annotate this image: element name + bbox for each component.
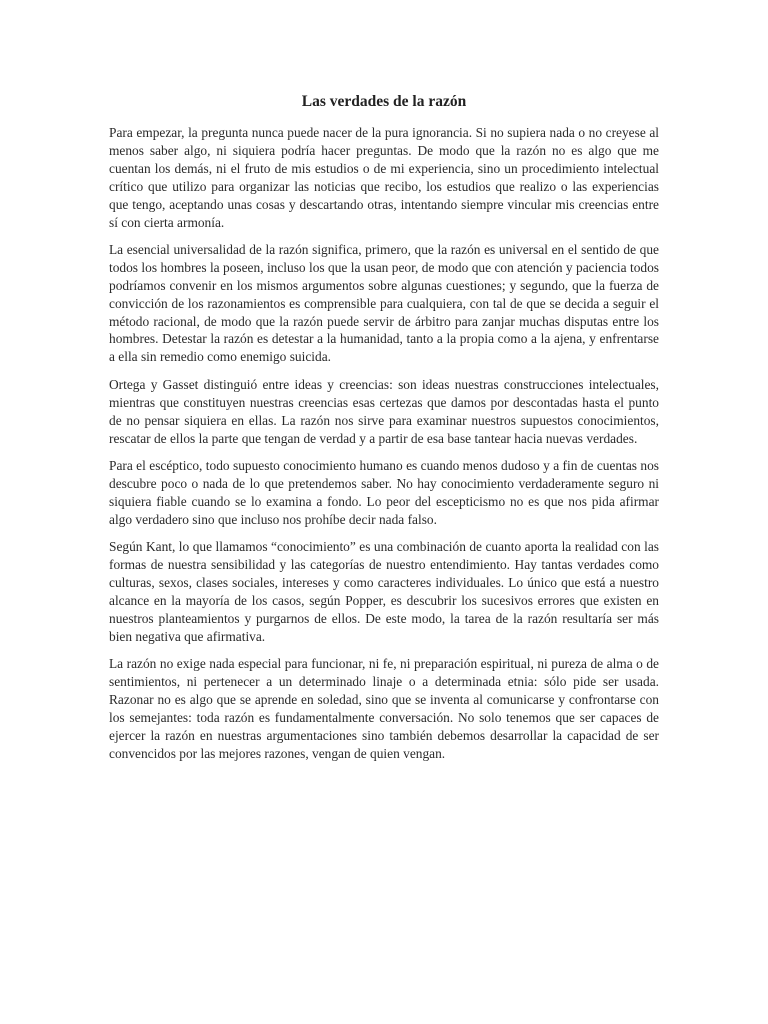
- paragraph-5: Según Kant, lo que llamamos “conocimiento” es una combinación de cuanto aporta la realidad con las formas de nuestra sensibilidad y las categorías de nuestro entendimiento. Hay tantas verdades como culturas, sexos, clases sociales, intereses y como caracteres individuales. Lo único que está a nuestro alcance en la mayoría de los casos, según Popper, es descubrir los sucesivos errores que existen en nuestros planteamientos y purgarnos de ellos. De este modo, la tarea de la razón resultaría ser más bien negativa que afirmativa.: [109, 539, 659, 644]
- paragraph-2: La esencial universalidad de la razón significa, primero, que la razón es universal en el sentido de que todos los hombres la poseen, incluso los que la usan peor, de modo que con atención y paciencia todos podríamos convenir en los mismos argumentos sobre algunas cuestiones; y segundo, que la fuerza de convicción de los razonamientos es comprensible para cualquiera, con tal de que se decida a seguir el método racional, de modo que la razón puede servir de árbitro para zanjar muchas disputas entre los hombres. Detestar la razón es detestar a la humanidad, tanto a la propia como a la ajena, y enfrentarse a ella sin remedio como enemigo suicida.: [109, 241, 659, 365]
- paragraph-4: Para el escéptico, todo supuesto conocimiento humano es cuando menos dudoso y a fin de cuentas nos descubre poco o nada de lo que pretendemos saber. No hay conocimiento verdaderamente seguro ni siquiera fiable cuando se lo examina a fondo. Lo peor del escepticismo no es que nos pida afirmar algo verdadero sino que incluso nos prohíbe decir nada falso.: [109, 457, 659, 527]
- paragraph-1: Para empezar, la pregunta nunca puede nacer de la pura ignorancia. Si no supiera nada o no creyese al menos saber algo, ni siquiera podría hacer preguntas. De modo que la razón no es algo que me cuentan los demás, ni el fruto de mis estudios o de mi experiencia, sino un procedimiento intelectual crítico que utilizo para organizar las noticias que recibo, los estudios que realizo o las experiencias que tengo, aceptando unas cosas y descartando otras, intentando siempre vincular mis creencias entre sí con cierta armonía.: [109, 125, 659, 230]
- paragraph-3: Ortega y Gasset distinguió entre ideas y creencias: son ideas nuestras construcciones intelectuales, mientras que constituyen nuestras creencias esas certezas que damos por descontadas hasta el punto de no pensar siquiera en ellas. La razón nos sirve para examinar nuestros supuestos conocimientos, rescatar de ellos la parte que tengan de verdad y a partir de esa base tantear hacia nuevas verdades.: [109, 376, 659, 446]
- document-body: [109, 92, 659, 772]
- document-title: Las verdades de la razón: [301, 93, 467, 110]
- paragraph-6: La razón no exige nada especial para funcionar, ni fe, ni preparación espiritual, ni pureza de alma o de sentimientos, ni pertenecer a un determinado linaje o a determinada etnia: sólo pide ser usada. Razonar no es algo que se aprende en soledad, sino que se inventa al comunicarse y confrontarse con los semejantes: toda razón es fundamentalmente conversación. No solo tenemos que ser capaces de ejercer la razón en nuestras argumentaciones sino también debemos desarrollar la capacidad de ser convencidos por las mejores razones, vengan de quien vengan.: [109, 655, 659, 761]
